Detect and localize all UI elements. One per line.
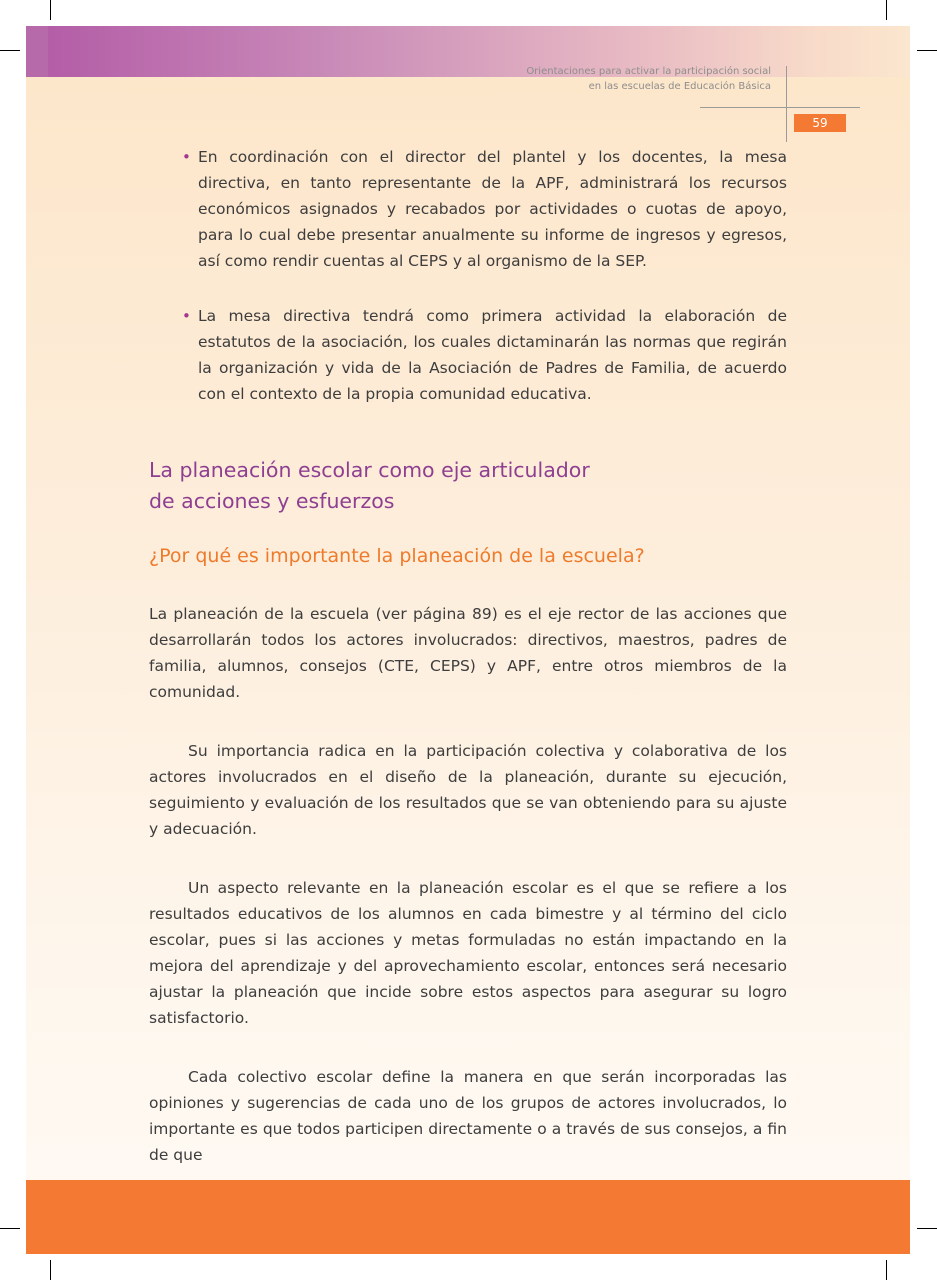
body-paragraph: Un aspecto relevante en la planeación escolar es el que se refiere a los resultados educativos de los alumnos en cada bimestre y al término del ciclo escolar, pues si las acciones y metas formuladas no están impactando en la mejora del aprendizaje y del aprovechamiento escolar, entonces será necesario ajustar la planeación que incide sobre estos aspectos para asegurar su logro satisfactorio.	[149, 879, 787, 1027]
crop-mark	[0, 50, 20, 51]
body-content	[149, 144, 787, 1168]
header-color-band	[26, 26, 910, 77]
bullet-item	[149, 144, 787, 274]
running-header	[526, 64, 771, 94]
crop-mark	[886, 0, 887, 20]
bullet-icon: •	[182, 307, 191, 325]
crop-mark	[50, 1260, 51, 1280]
section-title-line1: La planeación escolar como eje articulador	[149, 458, 590, 482]
header-band-edge	[26, 26, 48, 77]
crop-mark	[0, 1228, 20, 1229]
body-paragraph: Cada colectivo escolar define la manera en que serán incorporadas las opiniones y sugerencias de cada uno de los grupos de actores involucrados, lo importante es que todos participen directamente o a través de sus consejos, a fin de que	[149, 1068, 787, 1164]
crop-mark	[917, 50, 937, 51]
crop-mark	[886, 1260, 887, 1280]
crop-mark	[917, 1228, 937, 1229]
bullet-text: En coordinación con el director del plantel y los docentes, la mesa directiva, en tanto representante de la APF, administrará los recursos económicos asignados y recabados por actividades o cuotas de apoyo, para lo cual debe presentar anualmente su informe de ingresos y egresos, así como rendir cuentas al CEPS y al organismo de la SEP.	[198, 148, 787, 270]
running-header-line1: Orientaciones para activar la participación social	[526, 66, 771, 77]
header-divider-horizontal	[700, 107, 860, 108]
bullet-item	[149, 303, 787, 407]
running-header-line2: en las escuelas de Educación Básica	[588, 81, 771, 92]
bullet-icon: •	[182, 148, 191, 166]
footer-color-band	[26, 1180, 910, 1254]
body-paragraph: Su importancia radica en la participación colectiva y colaborativa de los actores involucrados en el diseño de la planeación, durante su ejecución, seguimiento y evaluación de los resultados que se van obteniendo para su ajuste y adecuación.	[149, 742, 787, 838]
crop-mark	[50, 0, 51, 20]
page-number-badge: 59	[794, 114, 846, 132]
header-divider-vertical	[786, 66, 787, 142]
body-paragraph: La planeación de la escuela (ver página 89) es el eje rector de las acciones que desarrollarán todos los actores involucrados: directivos, maestros, padres de familia, alumnos, consejos (CTE, CEPS) y APF, entre otros miembros de la comunidad.	[149, 605, 787, 701]
section-title-line2: de acciones y esfuerzos	[149, 489, 395, 513]
section-title	[149, 455, 787, 517]
subsection-title: ¿Por qué es importante la planeación de la escuela?	[149, 545, 645, 567]
bullet-text: La mesa directiva tendrá como primera actividad la elaboración de estatutos de la asociación, los cuales dictaminarán las normas que regirán la organización y vida de la Asociación de Padres de Familia, de acuerdo con el contexto de la propia comunidad educativa.	[198, 307, 787, 403]
